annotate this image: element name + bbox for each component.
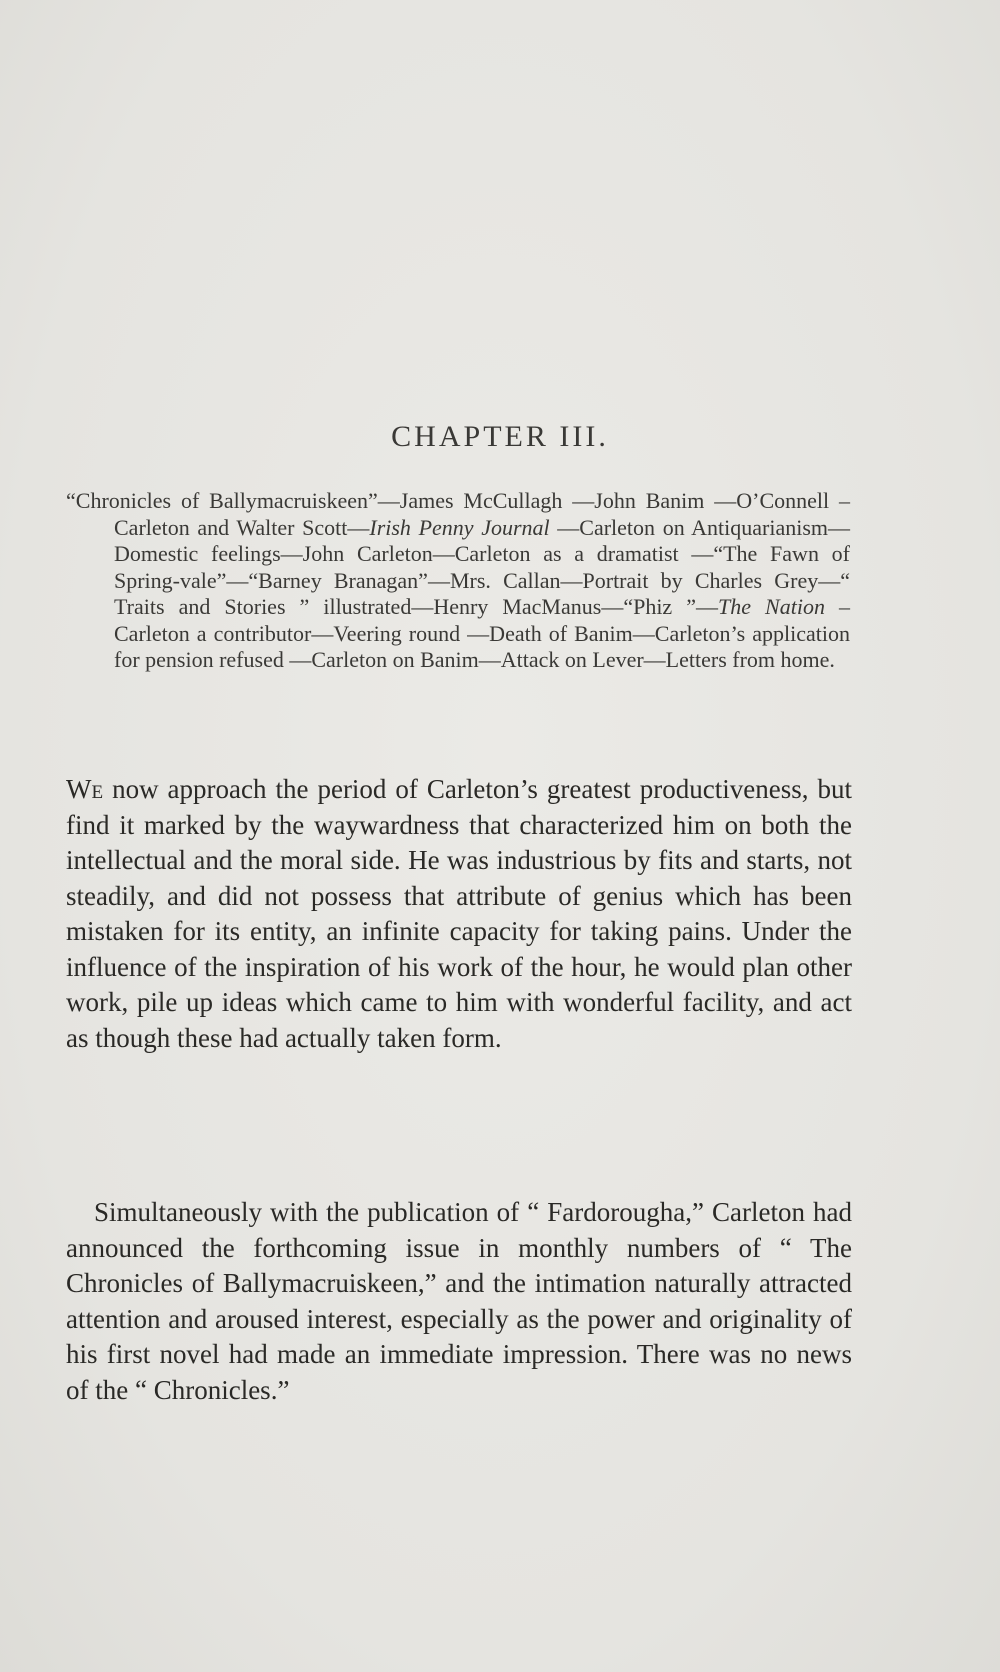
- synopsis-text-1: “Chronicles of Ballymacruiskeen”—James McCullagh —John Banim —O’Connell – Carleton and Walter Scott—: [66, 488, 850, 540]
- paragraph-1: [66, 772, 852, 1056]
- chapter-synopsis: [66, 488, 850, 674]
- synopsis-italic-2: The Nation: [718, 594, 825, 619]
- paragraph-1-text: now approach the period of Carleton’s greatest productiveness, but find it marked by the waywardness that characterized him on both the intellectual and the moral side. He was industrious by fits and starts, not steadily, and did not possess that attribute of genius which has been mistaken for its entity, an infinite capacity for taking pains. Under the influence of the inspiration of his work of the hour, he would plan other work, pile up ideas which came to him with wonderful facility, and act as though these had actually taken form.: [66, 774, 852, 1053]
- synopsis-text-3: – Carleton a contributor—Veering round —Death of Banim—Carleton’s application for pension refused —Carleton on Banim—Attack on Lever—Letters from home.: [114, 594, 851, 672]
- paragraph-2: Simultaneously with the publication of “ Fardorougha,” Carleton had announced the forthcoming issue in monthly numbers of “ The Chronicles of Ballymacruiskeen,” and the intimation naturally attracted attention and aroused interest, especially as the power and originality of his first novel had made an immediate impression. There was no news of the “ Chronicles.”: [66, 1197, 852, 1405]
- synopsis-text-2: —Carleton on Antiquarianism—Domestic feelings—John Carleton—Carleton as a dramatist —“The Fawn of Spring-vale”—“Barney Branagan”—Mrs. Callan—Portrait by Charles Grey—“ Traits and Stories ” illustrated—Henry MacManus—“Phiz ”—: [114, 514, 850, 619]
- paragraph-lead-word: We: [66, 774, 104, 804]
- synopsis-italic-1: Irish Penny Journal: [369, 514, 550, 540]
- chapter-heading: CHAPTER III.: [391, 420, 609, 453]
